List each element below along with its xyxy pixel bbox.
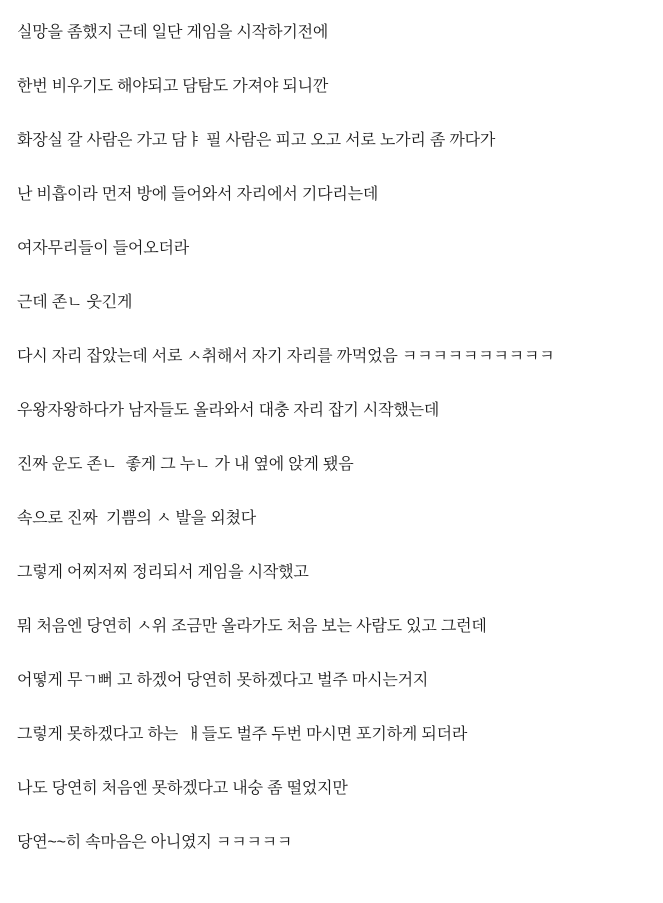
post-line-3: 화장실 갈 사람은 가고 담ㅑ 필 사람은 피고 오고 서로 노가리 좀 까다가 xyxy=(17,132,496,149)
post-line-1: 실망을 좀했지 근데 일단 게임을 시작하기전에 xyxy=(17,24,329,41)
post-line-7: 다시 자리 잡았는데 서로 ㅅ취해서 자기 자리를 까먹었음 ㅋㅋㅋㅋㅋㅋㅋㅋㅋㅋ xyxy=(17,348,555,365)
post-line-5: 여자무리들이 들어오더라 xyxy=(17,240,190,257)
post-line-15: 나도 당연히 처음엔 못하겠다고 내숭 좀 떨었지만 xyxy=(17,780,348,797)
post-line-11: 그렇게 어찌저찌 정리되서 게임을 시작했고 xyxy=(17,564,309,581)
post-line-14: 그렇게 못하겠다고 하는 ㅐ들도 벌주 두번 마시면 포기하게 되더라 xyxy=(17,726,468,743)
post-line-8: 우왕자왕하다가 남자들도 올라와서 대충 자리 잡기 시작했는데 xyxy=(17,402,440,419)
post-line-4: 난 비흡이라 먼저 방에 들어와서 자리에서 기다리는데 xyxy=(17,186,379,203)
post-line-10: 속으로 진짜 기쁨의 ㅅ 발을 외쳤다 xyxy=(17,510,257,527)
post-line-6: 근데 존ㄴ 웃긴게 xyxy=(17,294,133,311)
post-line-9: 진짜 운도 존ㄴ 좋게 그 누ㄴ 가 내 옆에 앉게 됐음 xyxy=(17,456,354,473)
post-line-12: 뭐 처음엔 당연히 ㅅ위 조금만 올라가도 처음 보는 사람도 있고 그런데 xyxy=(17,618,487,635)
post-line-13: 어떻게 무ㄱ뻐 고 하겠어 당연히 못하겠다고 벌주 마시는거지 xyxy=(17,672,429,689)
post-line-16: 당연~~히 속마음은 아니였지 ㅋㅋㅋㅋㅋ xyxy=(17,834,293,851)
post-line-2: 한번 비우기도 해야되고 담탐도 가져야 되니깐 xyxy=(17,78,329,95)
